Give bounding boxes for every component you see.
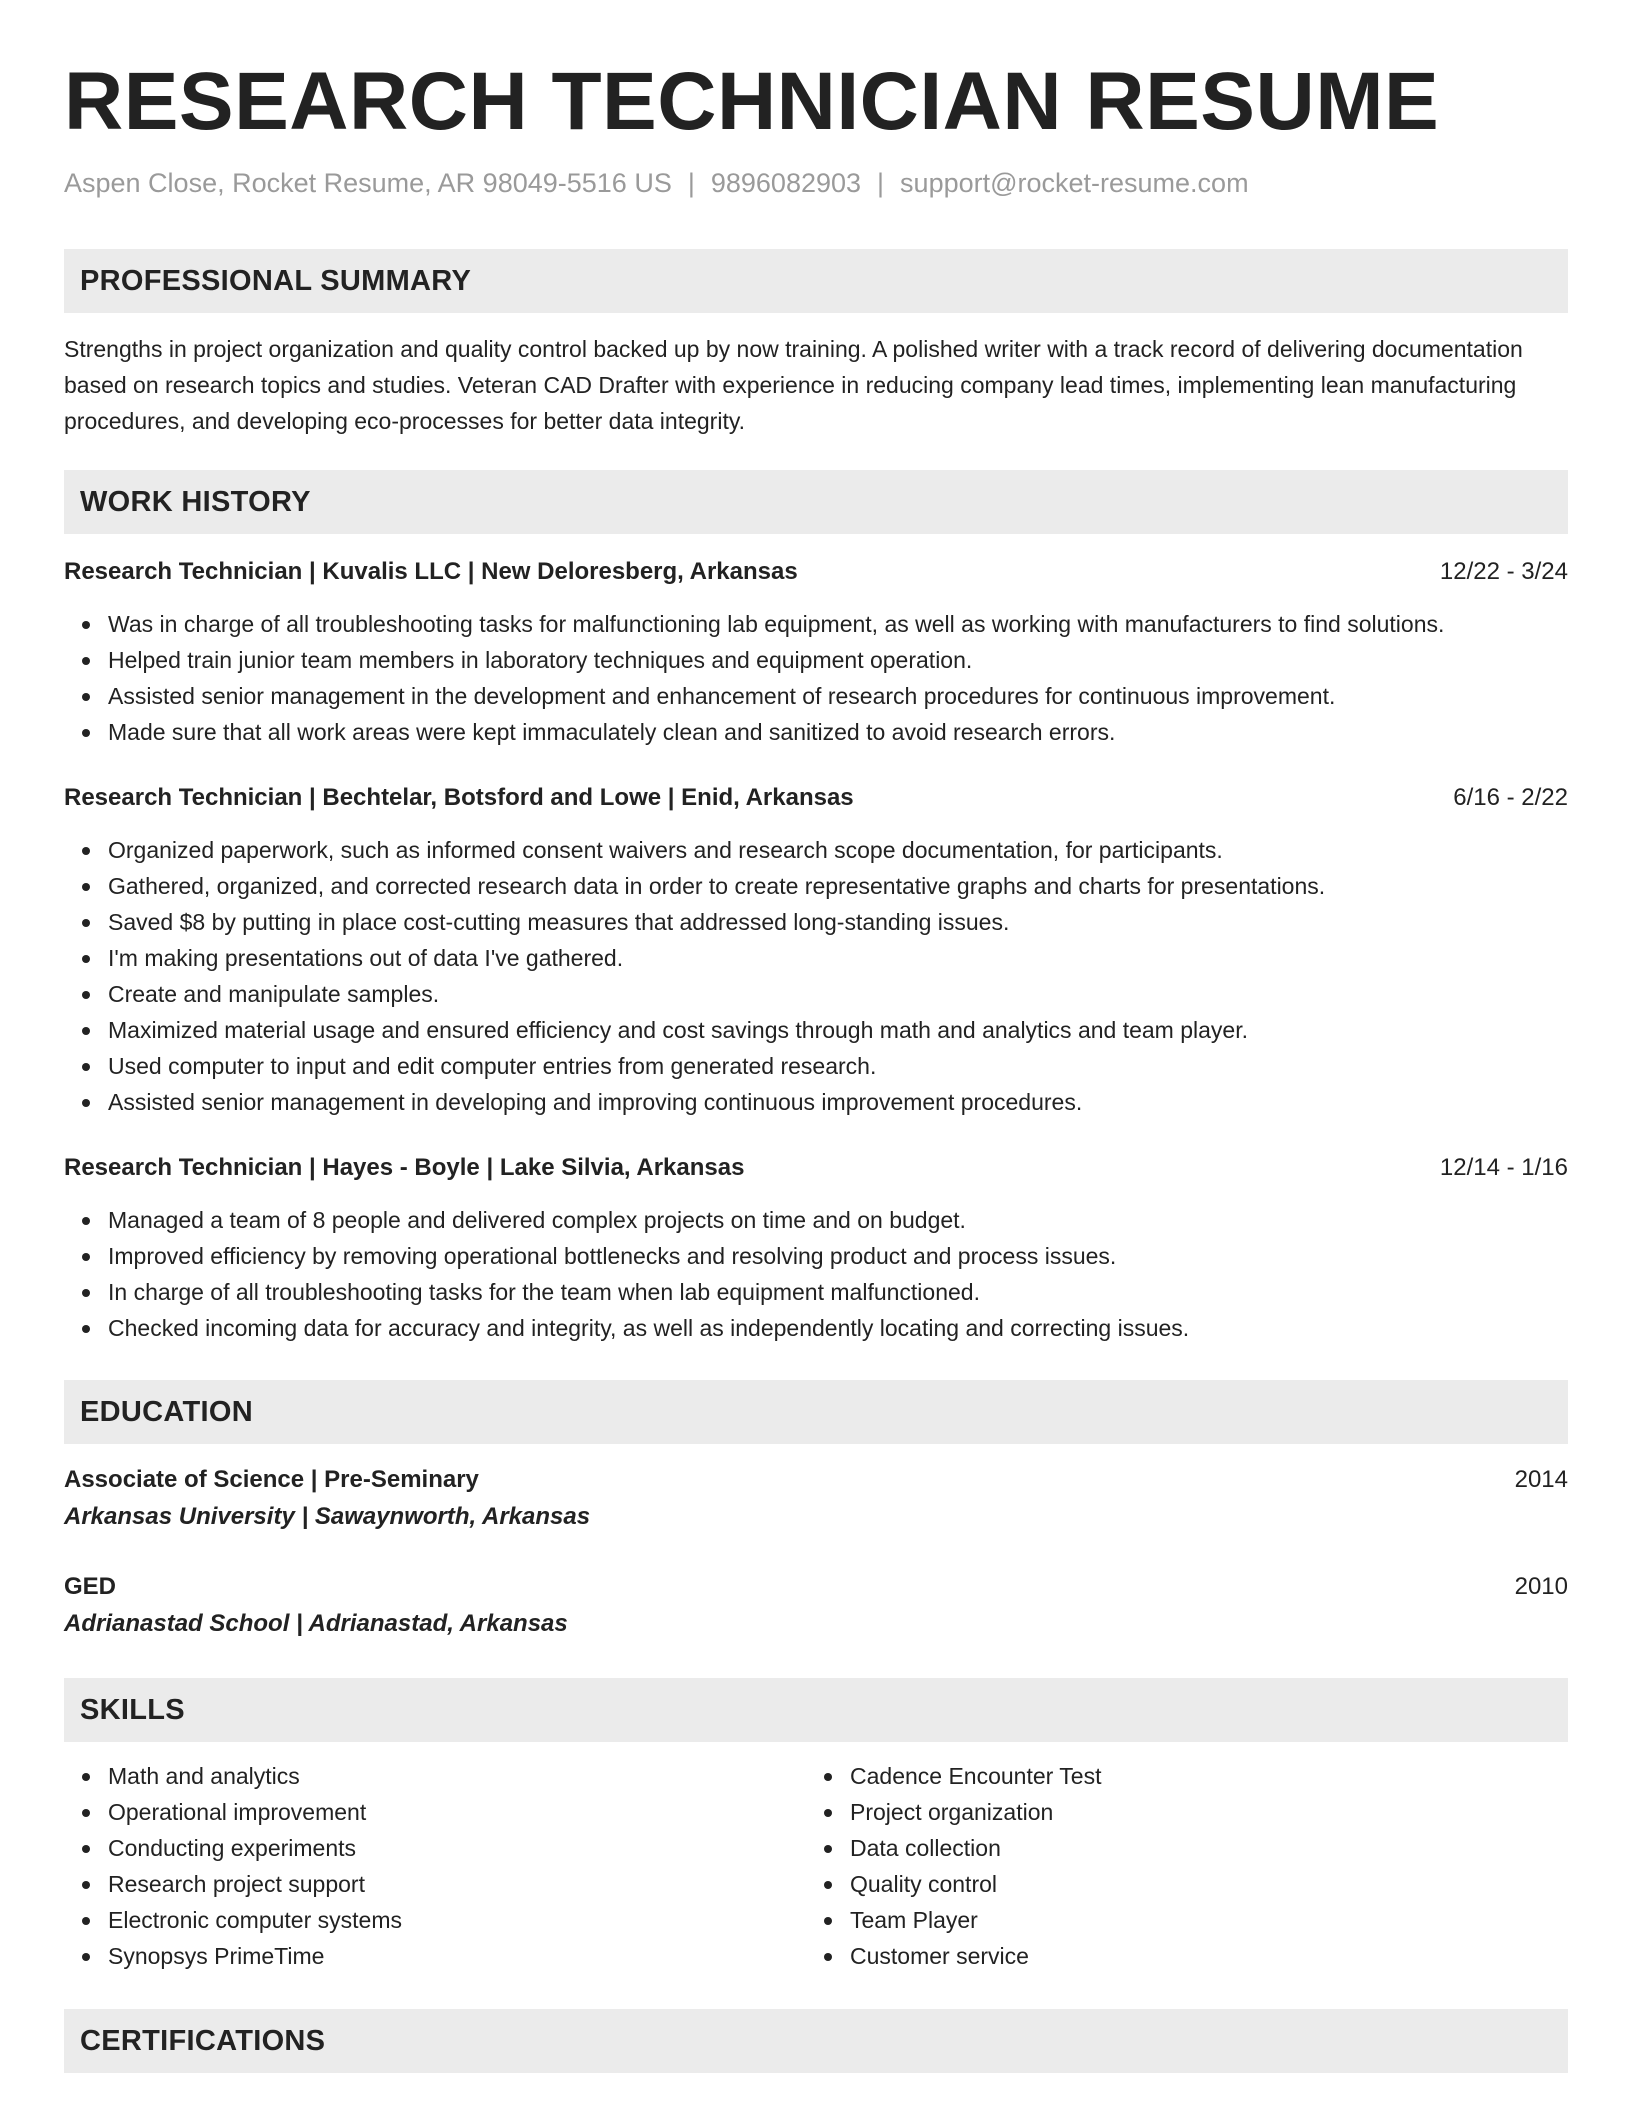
skill-item: Operational improvement [108,1794,806,1830]
skill-item: Customer service [850,1938,1548,1974]
job-bullet: I'm making presentations out of data I've gathered. [108,940,1568,976]
resume-page [64,52,1568,2073]
skills-column-right [806,1758,1548,1974]
job-header [64,780,1568,816]
contact-address: Aspen Close, Rocket Resume, AR 98049-5516 US [64,168,672,198]
job-bullet: Create and manipulate samples. [108,976,1568,1012]
section-header-education: EDUCATION [64,1380,1568,1444]
skill-item: Conducting experiments [108,1830,806,1866]
skill-item: Electronic computer systems [108,1902,806,1938]
education-school: Adrianastad School | Adrianastad, Arkansas [64,1610,568,1637]
job-title: Research Technician | Hayes - Boyle | Lake Silvia, Arkansas [64,1154,745,1181]
job-bullet: Gathered, organized, and corrected research data in order to create representative graphs and charts for presentations. [108,868,1568,904]
skill-item: Math and analytics [108,1758,806,1794]
skill-item: Cadence Encounter Test [850,1758,1548,1794]
resume-title: RESEARCH TECHNICIAN RESUME [64,56,1440,147]
job-dates: 6/16 - 2/22 [1453,784,1568,811]
skill-item: Data collection [850,1830,1548,1866]
skills-list [806,1758,1548,1974]
contact-email: support@rocket-resume.com [900,168,1249,198]
job-header [64,1150,1568,1186]
education-entry [64,1569,1568,1643]
education-school: Arkansas University | Sawaynworth, Arkansas [64,1503,591,1530]
summary-text: Strengths in project organization and quality control backed up by now training. A polished writer with a track record of delivering documentation based on research topics and studies. Veteran CAD Drafter with experience in reducing company lead times, implementing lean manufacturing procedures, and developing eco-processes for better data integrity. [64,336,1523,434]
skill-item: Project organization [850,1794,1548,1830]
job-bullet: In charge of all troubleshooting tasks for the team when lab equipment malfunctioned. [108,1274,1568,1310]
job-bullet-list [64,832,1568,1120]
job-bullet: Assisted senior management in the development and enhancement of research procedures for continuous improvement. [108,678,1568,714]
job-entry [64,1150,1568,1346]
job-header [64,554,1568,590]
contact-phone: 9896082903 [710,168,862,198]
job-dates: 12/22 - 3/24 [1439,558,1568,585]
job-title: Research Technician | Kuvalis LLC | New Deloresberg, Arkansas [64,558,798,585]
education-year: 2014 [1514,1466,1568,1493]
job-bullet: Was in charge of all troubleshooting tasks for malfunctioning lab equipment, as well as working with manufacturers to find solutions. [108,606,1568,642]
job-bullet: Managed a team of 8 people and delivered complex projects on time and on budget. [108,1202,1568,1238]
contact-separator: | [687,168,695,198]
contact-line [64,166,1568,200]
job-bullet: Checked incoming data for accuracy and integrity, as well as independently locating and correcting issues. [108,1310,1568,1346]
section-header-skills: SKILLS [64,1678,1568,1742]
section-header-certifications: CERTIFICATIONS [64,2009,1568,2073]
section-header-summary: PROFESSIONAL SUMMARY [64,249,1568,313]
skill-item: Research project support [108,1866,806,1902]
education-entry [64,1462,1568,1536]
contact-separator: | [877,168,885,198]
job-bullet-list [64,606,1568,750]
skills-list [64,1758,806,1974]
skill-item: Team Player [850,1902,1548,1938]
job-bullet: Used computer to input and edit computer entries from generated research. [108,1048,1568,1084]
skill-item: Synopsys PrimeTime [108,1938,806,1974]
education-degree: Associate of Science | Pre-Seminary [64,1466,479,1493]
skills-grid [64,1758,1568,1974]
education-header [64,1569,1568,1605]
education-header [64,1462,1568,1498]
skills-column-left [64,1758,806,1974]
skill-item: Quality control [850,1866,1548,1902]
job-bullet-list [64,1202,1568,1346]
education-year: 2010 [1514,1573,1568,1600]
job-bullet: Maximized material usage and ensured efficiency and cost savings through math and analytics and team player. [108,1012,1568,1048]
job-title: Research Technician | Bechtelar, Botsford and Lowe | Enid, Arkansas [64,784,854,811]
job-entry [64,780,1568,1120]
job-bullet: Improved efficiency by removing operational bottlenecks and resolving product and process issues. [108,1238,1568,1274]
job-bullet: Saved $8 by putting in place cost-cutting measures that addressed long-standing issues. [108,904,1568,940]
section-header-work-history: WORK HISTORY [64,470,1568,534]
job-bullet: Made sure that all work areas were kept immaculately clean and sanitized to avoid research errors. [108,714,1568,750]
education-degree: GED [64,1573,117,1600]
job-bullet: Organized paperwork, such as informed consent waivers and research scope documentation, for participants. [108,832,1568,868]
job-bullet: Helped train junior team members in laboratory techniques and equipment operation. [108,642,1568,678]
job-entry [64,554,1568,750]
job-bullet: Assisted senior management in developing and improving continuous improvement procedures. [108,1084,1568,1120]
job-dates: 12/14 - 1/16 [1439,1154,1568,1181]
